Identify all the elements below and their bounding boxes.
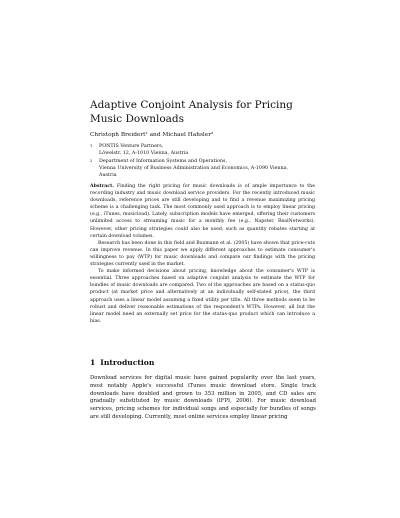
section-title: Introduction bbox=[100, 358, 155, 368]
affiliation-line: PONTIS Venture Partners, bbox=[99, 144, 164, 149]
affiliation-line: Department of Information Systems and Operations, bbox=[99, 159, 227, 165]
affiliation-1 bbox=[90, 144, 320, 158]
affiliation-2 bbox=[90, 159, 320, 180]
abstract-paragraph: Research has been done in this field and Buxmann et al. (2005) have shown that price-cuts can improve revenue. In this paper we apply different approaches to estimate consumer's willingness to pay (WTP) for music downloads and compare our findings with the pricing strategies currently used in the market. bbox=[90, 240, 315, 268]
paper-title: Adaptive Conjoint Analysis for Pricing Music Downloads bbox=[90, 99, 293, 125]
body-paragraph: Download services for digital music have gained popularity over the last years, most notably Apple's successful iTunes music download store. Single track downloads have doubled and grown to 353 million in 2005, and CD sales are gradually substituted by music downloads (IFPI, 2006). For music download services, pricing schemes for individual songs and especially for bundles of songs are still developing. Currently, most online services employ linear pricing bbox=[90, 375, 316, 420]
affiliation-line: Austria bbox=[99, 173, 117, 179]
section-body bbox=[90, 375, 316, 422]
section-heading bbox=[90, 358, 154, 368]
abstract-text: Finding the right pricing for music downloads is of ample importance to the recording industry and music download service providers. For the recently introduced music downloads, reference prices are still developing and to find a revenue maximizing pricing scheme is a challenging task. The most commonly used approach is to employ linear pricing (e.g., iTunes, musicload). Lately, subscription models have emerged, offering their customers unlimited access to streaming music for a monthly fee (e.g., Napster, RealNetworks). However, other pricing strategies could also be used, such as quantity rebates starting at certain download volumes. bbox=[90, 184, 315, 239]
affiliation-number: 2 bbox=[90, 159, 93, 164]
abstract-label: Abstract. bbox=[90, 184, 114, 189]
affiliation-line: Löwelstr. 12, A-1010 Vienna, Austria bbox=[99, 150, 189, 156]
affiliation-number: 1 bbox=[90, 144, 93, 148]
abstract-paragraph bbox=[90, 183, 315, 240]
affiliations bbox=[90, 144, 320, 182]
abstract-paragraph: To make informed decisions about pricing, knowledge about the consumer's WTP is essential. Three approaches based on adaptive conjoint analysis to estimate the WTP for bundles of music downloads are compared. Two of the approaches are based on a status-quo product (at market price and alternatively at an individually self-stated price), the third approach uses a linear model assuming a fixed utility per title. All three methods seem to be robust and deliver reasonable estimations of the respondent's WTPs. However, all but the linear model need an externally set price for the status-quo product which can introduce a bias. bbox=[90, 269, 315, 324]
paper-authors: Christoph Breidert¹ and Michael Hahsler² bbox=[90, 132, 214, 138]
section-number: 1 bbox=[90, 358, 96, 368]
affiliation-line: Vienna University of Business Administration and Economics, A-1090 Vienna, bbox=[99, 166, 288, 172]
abstract bbox=[90, 183, 315, 325]
